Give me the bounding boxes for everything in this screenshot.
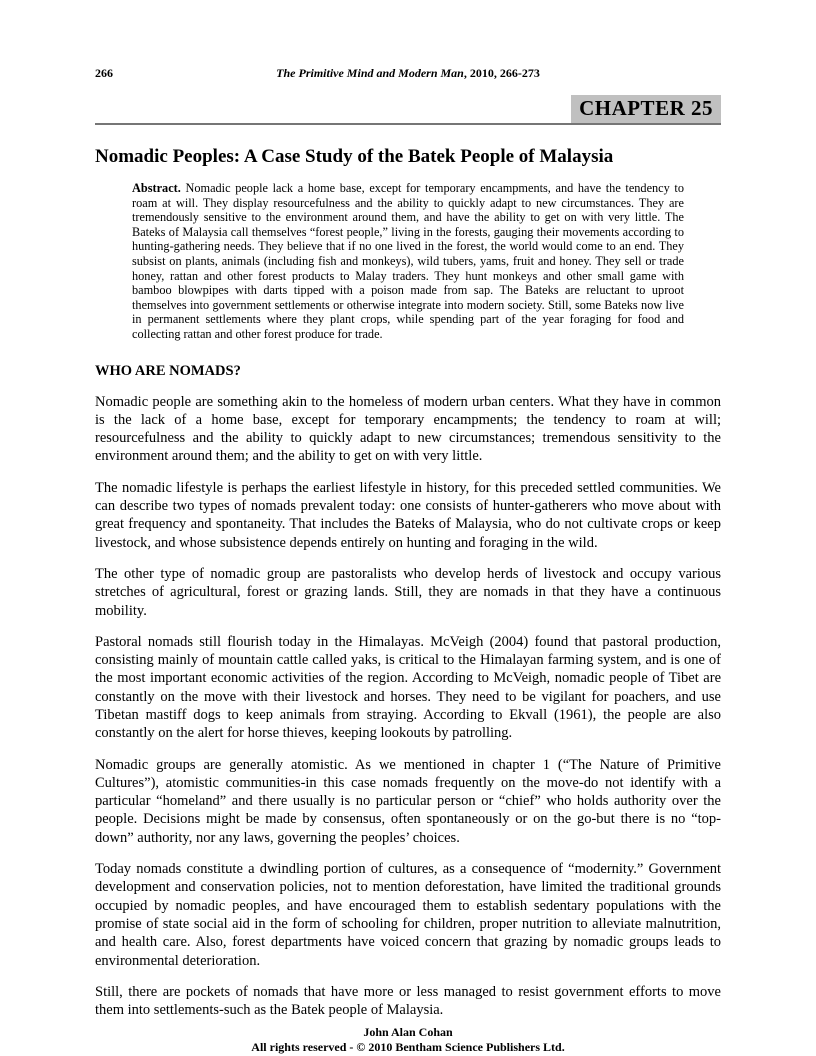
- section-heading: WHO ARE NOMADS?: [95, 362, 241, 379]
- running-header: [95, 66, 721, 81]
- paragraph: Nomadic groups are generally atomistic. As we mentioned in chapter 1 (“The Nature of Primitive Cultures”), atomistic communities-in this case nomads frequently on the move-do not identify with a particular “homeland” and there usually is no particular person or “chief” who holds authority over the people. Decisions might be made by consensus, often spontaneously or on the go-but there is no “top-down” authority, nor any laws, governing the peoples’ choices.: [95, 756, 721, 846]
- chapter-label: CHAPTER 25: [571, 95, 721, 123]
- page-footer: [95, 1025, 721, 1054]
- paragraph: Nomadic people are something akin to the homeless of modern urban centers. What they have in common is the lack of a home base, except for temporary encampments; the tendency to roam at will; resourcefulness and the ability to quickly adapt to new circumstances; tremendous sensitivity to the environment around them; and the ability to get on with very little.: [95, 393, 721, 465]
- paragraph: Still, there are pockets of nomads that have more or less managed to resist government efforts to move them into settlements-such as the Batek people of Malaysia.: [95, 983, 721, 1019]
- footer-author: John Alan Cohan: [363, 1025, 453, 1040]
- paragraph: Pastoral nomads still flourish today in the Himalayas. McVeigh (2004) found that pastoral production, consisting mainly of mountain cattle called yaks, is critical to the Himalayan farming system, and is one of the most important economic activities of the region. According to McVeigh, nomadic people of Tibet are constantly on the move with their livestock and horses. They need to be vigilant for poachers, and use Tibetan mastiff dogs to keep animals from straying. According to Ekvall (1961), the people are also constantly on the alert for horse thieves, keeping lookouts by patrolling.: [95, 633, 721, 742]
- footer-copyright: All rights reserved - © 2010 Bentham Science Publishers Ltd.: [251, 1039, 565, 1054]
- chapter-title: Nomadic Peoples: A Case Study of the Batek People of Malaysia: [95, 146, 614, 167]
- abstract: [132, 181, 684, 342]
- page-number: 266: [95, 66, 113, 80]
- paragraph: Today nomads constitute a dwindling portion of cultures, as a consequence of “modernity.” Government development and conservation policies, not to mention deforestation, have limited the traditional grounds occupied by nomadic peoples, and have encouraged them to establish sedentary populations with the promise of state social aid in the form of schooling for children, proper nutrition to alleviate malnutrition, and health care. Also, forest departments have voiced concern that grazing by nomadic groups leads to environmental deterioration.: [95, 861, 721, 969]
- chapter-banner-row: [95, 95, 721, 125]
- journal-title: The Primitive Mind and Modern Man: [276, 66, 464, 80]
- paragraph: The other type of nomadic group are pastoralists who develop herds of livestock and occupy various stretches of agricultural, forest or grazing lands. Still, they are nomads in that they have a continuous mobility.: [95, 565, 721, 619]
- body-paragraphs: [95, 393, 721, 1020]
- paragraph: The nomadic lifestyle is perhaps the earliest lifestyle in history, for this preceded settled communities. We can describe two types of nomads prevalent today: one consists of hunter-gatherers who move about with great frequency and spontaneity. That includes the Bateks of Malaysia, who do not cultivate crops or keep livestock, and whose subsistence depends entirely on hunting and foraging in the wild.: [95, 479, 721, 551]
- journal-citation: , 2010, 266-273: [463, 66, 540, 80]
- abstract-text: Nomadic people lack a home base, except for temporary encampments, and have the tendency to roam at will. They display resourcefulness and the ability to quickly adapt to new circumstances. They are tremendously sensitive to the environment around them, and have the ability to get on with very little. The Bateks of Malaysia call themselves “forest people,” living in the forests, gauging their movements according to hunting-gathering needs. They believe that if no one lived in the forest, the world would come to an end. They subsist on plants, animals (including fish and monkeys), wild tubers, yams, fruit and honey. They sell or trade honey, rattan and other forest products to Malay traders. They hunt monkeys and other small game with bamboo blowpipes with darts tipped with a poison made from sap. The Bateks are reluctant to uproot themselves into government settlements or otherwise integrate into modern society. Still, some Bateks now live in permanent settlements where they plant crops, while spending part of the year foraging for food and collecting rattan and other forest produce for trade.: [132, 181, 684, 341]
- abstract-label: Abstract.: [132, 181, 181, 195]
- running-title: [95, 66, 721, 81]
